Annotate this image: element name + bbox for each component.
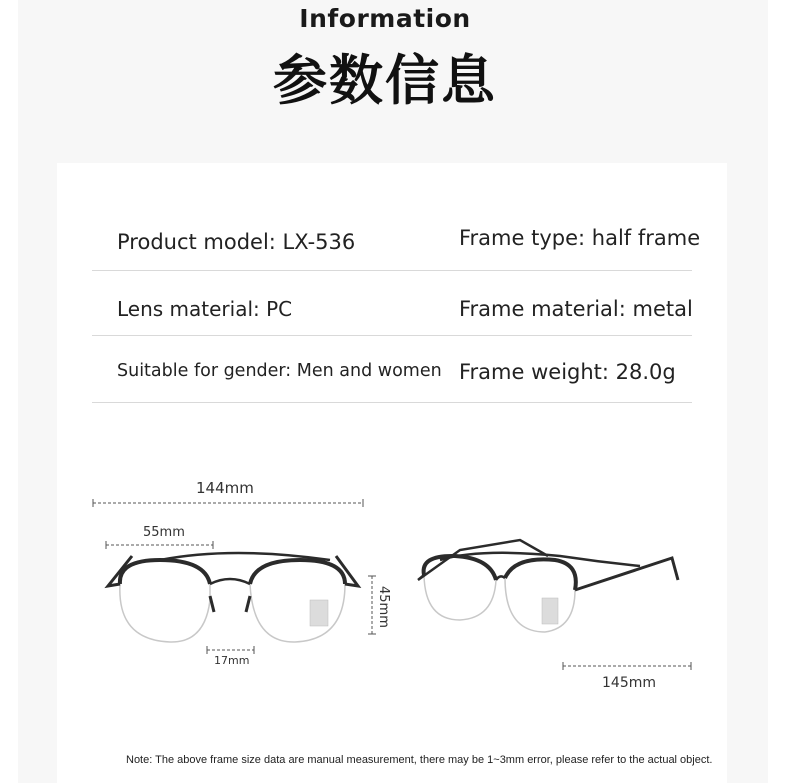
progressive-lens-mark-angled [542, 598, 558, 624]
measurement-note: Note: The above frame size data are manual measurement, there may be 1~3mm error, please refer to the actual object. [126, 754, 713, 766]
frame-weight: Frame weight: 28.0g [459, 360, 676, 384]
lens-material: Lens material: PC [117, 297, 293, 321]
frame-type: Frame type: half frame [459, 226, 701, 250]
frame-material: Frame material: metal [459, 297, 693, 321]
title-chinese: 参数信息 [273, 49, 497, 112]
gender: Suitable for gender: Men and women [117, 361, 442, 381]
title-english: Information [299, 4, 471, 33]
total-width-label: 144mm [196, 479, 254, 497]
temple-length-label: 145mm [602, 675, 656, 691]
lens-height-label: 45mm [376, 586, 391, 628]
product-model: Product model: LX-536 [117, 230, 356, 254]
lens-width-label: 55mm [143, 525, 185, 540]
bridge-width-label: 17mm [214, 654, 250, 667]
